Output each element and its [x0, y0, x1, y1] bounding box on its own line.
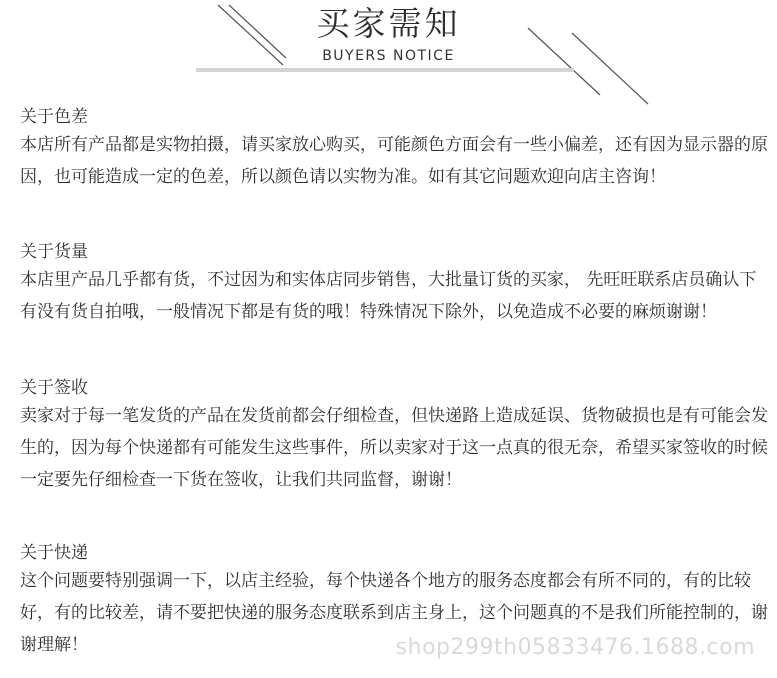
- notice-header: [0, 0, 777, 105]
- section-title: 关于货量: [20, 242, 88, 262]
- section-body: 这个问题要特别强调一下，以店主经验，每个快递各个地方的服务态度都会有所不同的，有的比较好，有的比较差，请不要把快递的服务态度联系到店主身上，这个问题真的不是我们所能控制的，谢谢理解！: [20, 571, 768, 655]
- header-underline: [196, 68, 574, 72]
- shop-watermark: shop299th05833476.1688.com: [395, 635, 755, 660]
- section-title: 关于签收: [20, 378, 88, 398]
- section-body: 卖家对于每一笔发货的产品在发货前都会仔细检查，但快递路上造成延误、货物破损也是有可能会发生的，因为每个快递都有可能发生这些事件，所以卖家对于这一点真的很无奈，希望买家签收的时候一定要先仔细检查一下货在签收，让我们共同监督，谢谢！: [20, 406, 768, 490]
- page-subtitle: BUYERS NOTICE: [322, 48, 455, 64]
- section-title: 关于色差: [20, 107, 88, 127]
- section-body: 本店所有产品都是实物拍摄，请买家放心购买，可能颜色方面会有一些小偏差，还有因为显示器的原因，也可能造成一定的色差，所以颜色请以实物为准。如有其它问题欢迎向店主咨询！: [20, 135, 768, 187]
- section-color-difference: [20, 105, 772, 193]
- section-body: 本店里产品几乎都有货，不过因为和实体店同步销售，大批量订货的买家， 先旺旺联系店员确认下有没有货自拍哦，一般情况下都是有货的哦！特殊情况下除外，以免造成不必要的麻烦谢谢！: [20, 270, 757, 322]
- section-receipt: [20, 376, 772, 496]
- section-stock: [20, 240, 772, 328]
- page-title: 买家需知: [316, 4, 461, 43]
- section-title: 关于快递: [20, 543, 88, 563]
